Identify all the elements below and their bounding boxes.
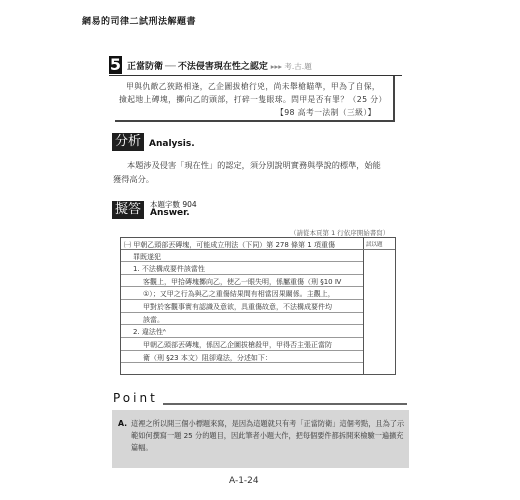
question-reference: 【98 高考一法制（三級）】 bbox=[276, 108, 376, 117]
word-count: 本題字數 904 bbox=[150, 200, 197, 209]
answer-row-5: ①）；又甲之行為與乙之重傷結果間有相當因果關係。主觀上， bbox=[143, 290, 335, 298]
book-title: 網易的司律二試刑法解題書 bbox=[82, 17, 197, 27]
analysis-line-1: 本題涉及侵害「現在性」的認定，須分別說明實務與學說的標準，始能 bbox=[127, 160, 381, 170]
question-topic: 正當防衛 bbox=[127, 62, 164, 72]
question-line-2: 撿起地上磚塊，擲向乙的頭部，打碎一隻眼球。問甲是否有罪？（25 分） bbox=[119, 95, 387, 104]
answer-row-6: 甲對於客觀事實有認識及意欲，具重傷故意，不法構成要件均 bbox=[143, 303, 332, 311]
page-number: A-1-24 bbox=[229, 476, 259, 486]
answer-label: 擬答 bbox=[112, 201, 144, 219]
answer-row-10: 衛（刑 §23 本文）阻卻違法，分述如下： bbox=[143, 354, 272, 362]
grade-column-label: 試以題 bbox=[366, 242, 383, 248]
grade-column-divider bbox=[363, 238, 364, 374]
point-title: Point bbox=[113, 391, 158, 405]
analysis-label: 分析 bbox=[112, 133, 144, 151]
answer-rule bbox=[121, 337, 363, 338]
answer-row-7: 該當。 bbox=[143, 316, 164, 324]
answer-rule bbox=[121, 274, 363, 275]
answer-sheet bbox=[120, 237, 396, 375]
question-heading bbox=[127, 59, 312, 72]
answer-rule bbox=[121, 312, 363, 313]
writing-note: （請從本頁第 1 行依序開始書寫） bbox=[290, 229, 390, 237]
point-line-2: 範如何撰寫一題 25 分的題目，因此筆者小題大作，把每個要件都拆開來檢驗一遍擴充 bbox=[131, 431, 404, 440]
analysis-line-2: 獲得高分。 bbox=[113, 174, 154, 184]
answer-row-2: 罪既遂犯 bbox=[133, 253, 161, 261]
question-line-1: 甲與仇敵乙狹路相逢，乙企圖拔槍行兇，尚未舉槍瞄準，甲為了自保， bbox=[126, 82, 381, 91]
answer-row-8: 2. 違法性ᴬ bbox=[133, 328, 166, 336]
answer-rule bbox=[121, 350, 363, 351]
point-marker: A. bbox=[118, 419, 128, 428]
point-line-1: 這裡之所以開三個小標題來寫，是因為這題就只有考「正當防衛」這個考點，且為了示 bbox=[131, 419, 405, 428]
answer-row-9: 甲朝乙頭部丟磚塊，係因乙企圖拔槍殺甲，甲得否主張正當防 bbox=[143, 341, 332, 349]
answer-row-4: 客觀上，甲拾磚塊擲向乙，使乙一眼失明，係屬重傷（刑 §10 Ⅳ bbox=[143, 278, 342, 286]
point-rule bbox=[163, 403, 407, 405]
answer-rule bbox=[121, 299, 363, 300]
answer-row-1: ㈠ 甲朝乙頭部丟磚塊，可能成立刑法（下同）第 278 條第 1 項重傷 bbox=[124, 241, 335, 249]
question-number: 5 bbox=[109, 55, 122, 74]
point-line-3: 篇幅。 bbox=[131, 443, 153, 452]
source-tag: ▸▸▸ 考.古.題 bbox=[270, 62, 312, 71]
heading-dash: ── bbox=[165, 62, 176, 72]
question-subtitle: 不法侵害現在性之認定 bbox=[177, 62, 268, 72]
answer-label-en: Answer. bbox=[150, 208, 190, 218]
analysis-label-en: Analysis. bbox=[149, 139, 195, 149]
answer-row-3: 1. 不法構成要件該當性 bbox=[133, 265, 205, 273]
